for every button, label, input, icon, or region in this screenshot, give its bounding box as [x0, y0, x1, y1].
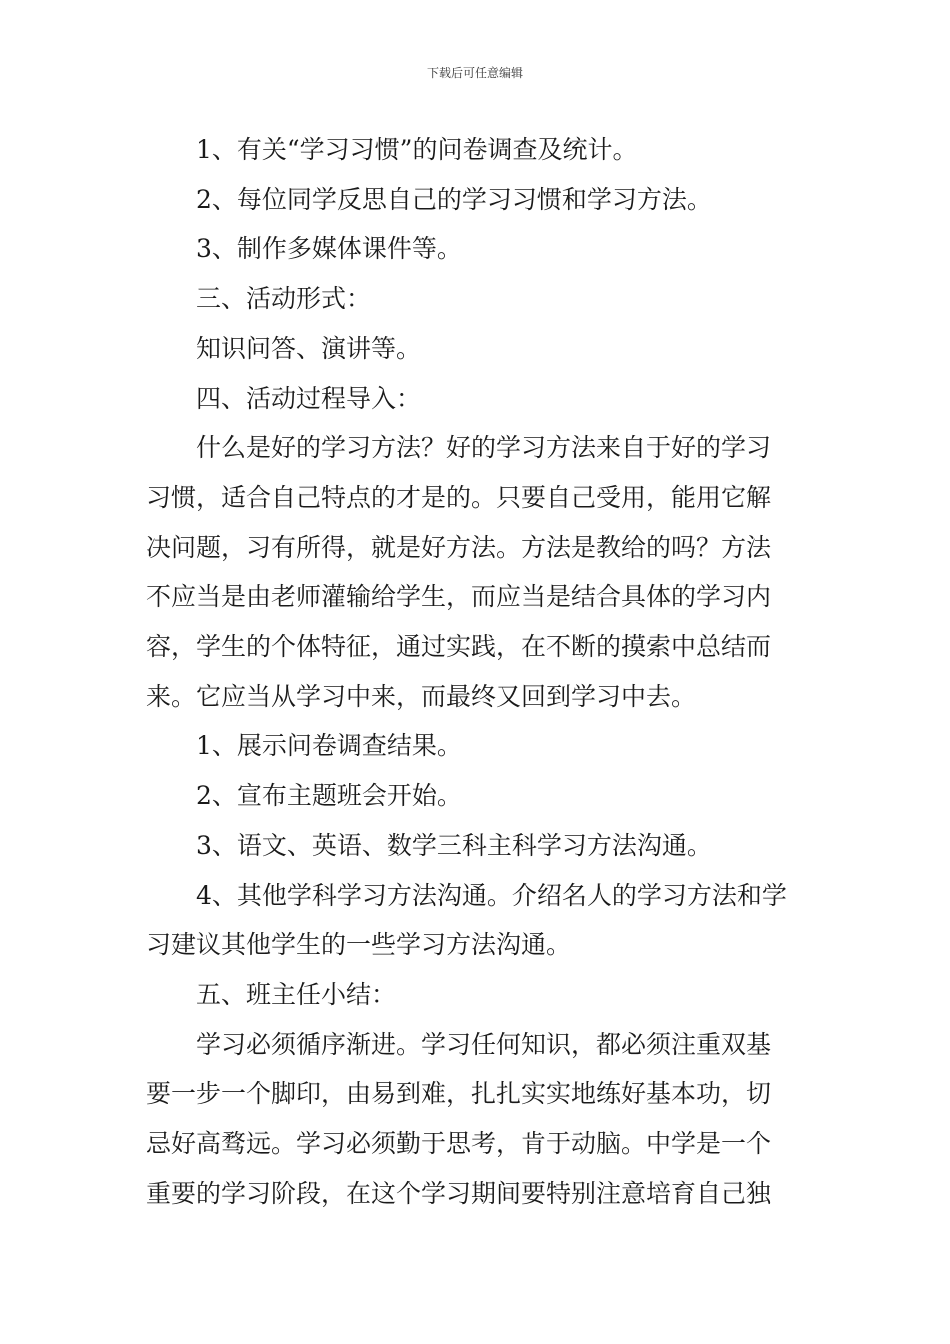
text-line: 1、展示问卷调查结果。: [196, 731, 462, 761]
text-line: 什么是好的学习方法？好的学习方法来自于好的学习: [196, 433, 772, 463]
section-heading: 三、活动形式：: [196, 284, 372, 314]
text-line: 3、制作多媒体课件等。: [196, 234, 462, 264]
section-heading: 五、班主任小结：: [196, 979, 397, 1009]
text-line: 2、宣布主题班会开始。: [196, 781, 462, 811]
text-line: 习建议其他学生的一些学习方法沟通。: [146, 930, 572, 960]
text-line: 2、每位同学反思自己的学习习惯和学习方法。: [196, 184, 712, 214]
text-line: 学习必须循序渐进。学习任何知识，都必须注重双基: [196, 1029, 772, 1059]
text-line: 4、其他学科学习方法沟通。介绍名人的学习方法和学: [196, 880, 787, 910]
document-body: [146, 125, 808, 1218]
text-line: 1、有关“学习习惯”的问卷调查及统计。: [196, 135, 638, 164]
page-header-note: 下载后可任意编辑: [426, 66, 523, 80]
text-line: 来。它应当从学习中来，而最终又回到学习中去。: [146, 681, 697, 711]
text-line: 要一步一个脚印，由易到难，扎扎实实地练好基本功，切: [146, 1079, 772, 1109]
text-line: 容，学生的个体特征，通过实践，在不断的摸索中总结而: [146, 632, 772, 662]
text-line: 习惯，适合自己特点的才是的。只要自己受用，能用它解: [146, 482, 772, 512]
text-line: 知识问答、演讲等。: [196, 333, 422, 363]
text-line: 不应当是由老师灌输给学生，而应当是结合具体的学习内: [146, 582, 772, 612]
text-line: 忌好高骛远。学习必须勤于思考，肯于动脑。中学是一个: [146, 1129, 772, 1159]
text-line: 决问题，习有所得，就是好方法。方法是教给的吗？方法: [146, 532, 772, 562]
text-line: 重要的学习阶段，在这个学习期间要特别注意培育自己独: [146, 1178, 772, 1208]
section-heading: 四、活动过程导入：: [196, 383, 422, 413]
text-line: 3、语文、英语、数学三科主科学习方法沟通。: [196, 830, 712, 860]
